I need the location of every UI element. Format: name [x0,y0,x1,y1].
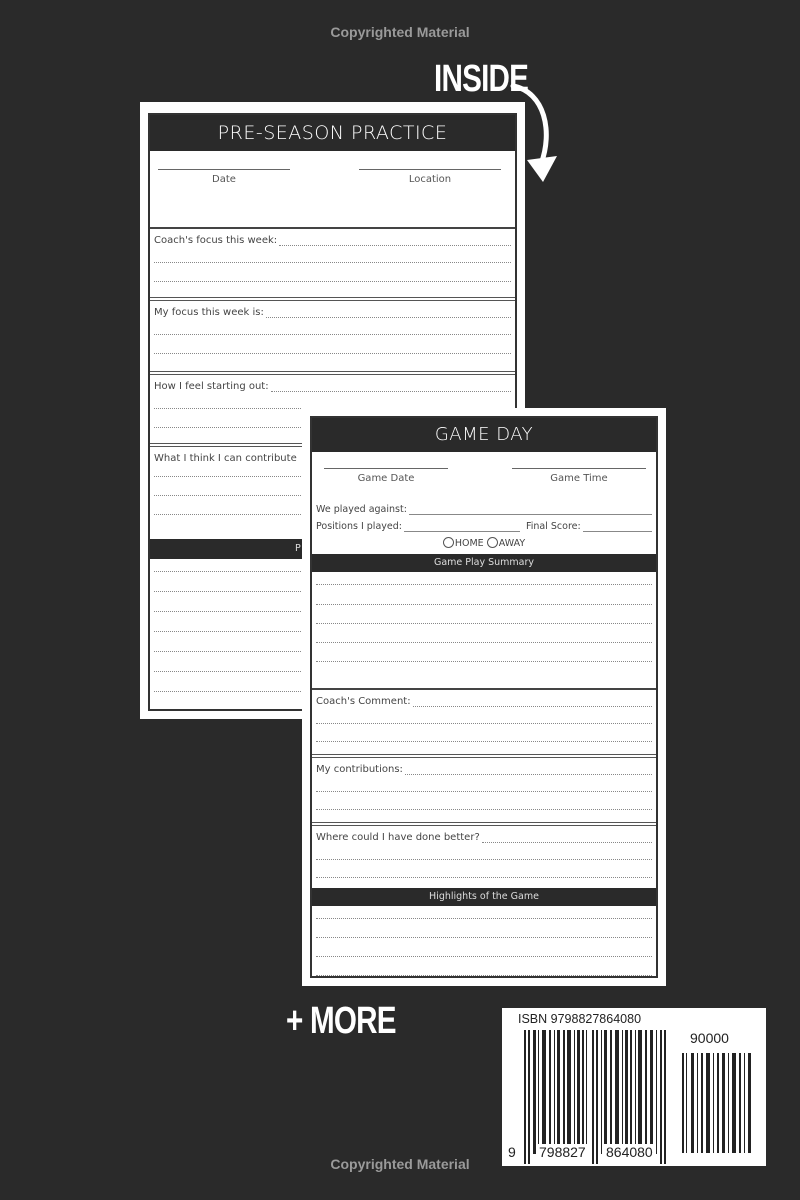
question-label: My focus this week is: [154,307,511,318]
question-label: Coach's Comment: [316,696,652,707]
game-time-label: Game Time [550,473,608,484]
page-title: PRE-SEASON PRACTICE [150,115,515,151]
writing-line [154,353,511,354]
writing-line [316,584,652,585]
played-against-label: We played against: [316,504,407,515]
page-frame [310,416,658,978]
date-field [158,169,290,227]
positions-line [404,523,520,532]
more-callout: + MORE [286,1000,396,1042]
writing-line [316,642,652,643]
writing-line [316,791,652,792]
writing-line [316,741,652,742]
location-field [359,169,501,227]
final-score-line [583,523,652,532]
final-score-label: Final Score: [525,521,581,532]
date-label: Date [212,174,236,185]
away-radio-icon[interactable] [487,537,498,548]
copyright-watermark-bottom: Copyrighted Material [330,1156,470,1172]
location-line [359,169,501,170]
writing-line [316,975,652,976]
writing-line [316,604,652,605]
game-date-label: Game Date [357,473,415,484]
positions-score-row [312,515,656,532]
barcode-digit-group2: 864080 [606,1144,653,1160]
home-away-row [312,532,656,554]
writing-line [316,918,652,919]
section-coach-comment [312,688,656,754]
highlights-area [312,918,656,976]
question-label: How I feel starting out: [154,381,511,392]
game-time-line [512,468,646,469]
writing-line [316,956,652,957]
isbn-text: ISBN 9798827864080 [518,1012,642,1026]
writing-line [316,623,652,624]
question-label: What I think I can contribute [154,453,297,464]
inside-callout: INSIDE [434,58,529,100]
highlights-bar: Highlights of the Game [312,888,656,906]
played-against-line [409,506,652,515]
home-radio-icon[interactable] [443,537,454,548]
question-label: Coach's focus this week: [154,235,511,246]
isbn-barcode [502,1008,766,1166]
away-label: AWAY [498,538,526,549]
date-time-row [312,452,656,500]
summary-area [312,584,656,688]
section-bar-partial: P [150,539,515,559]
game-play-summary-bar: Game Play Summary [312,554,656,572]
positions-label: Positions I played: [316,521,402,532]
home-label: HOME [454,538,484,549]
writing-line [316,661,652,662]
game-time-field [512,468,646,500]
writing-line [316,877,652,878]
writing-line [154,262,511,263]
date-line [158,169,290,170]
game-date-field [324,468,448,500]
date-location-row [150,151,515,227]
barcode-digit-lead: 9 [508,1144,516,1160]
question-label: Where could I have done better? [316,832,652,843]
writing-line [154,281,511,282]
writing-line [316,937,652,938]
barcode-addon-number: 90000 [690,1030,729,1046]
writing-line [316,723,652,724]
location-label: Location [408,174,452,185]
page-title: GAME DAY [312,418,656,452]
played-against-row [312,500,656,515]
question-label: My contributions: [316,764,652,775]
game-day-page [302,408,666,986]
section-my-focus [150,297,515,371]
section-my-contributions [312,754,656,822]
game-date-line [324,468,448,469]
writing-line [316,859,652,860]
writing-line [154,334,511,335]
barcode-digit-group1: 798827 [539,1144,586,1160]
writing-line [316,809,652,810]
addon-bars-icon [682,1053,752,1153]
section-done-better [312,822,656,888]
copyright-watermark-top: Copyrighted Material [330,24,470,40]
section-coach-focus [150,227,515,297]
